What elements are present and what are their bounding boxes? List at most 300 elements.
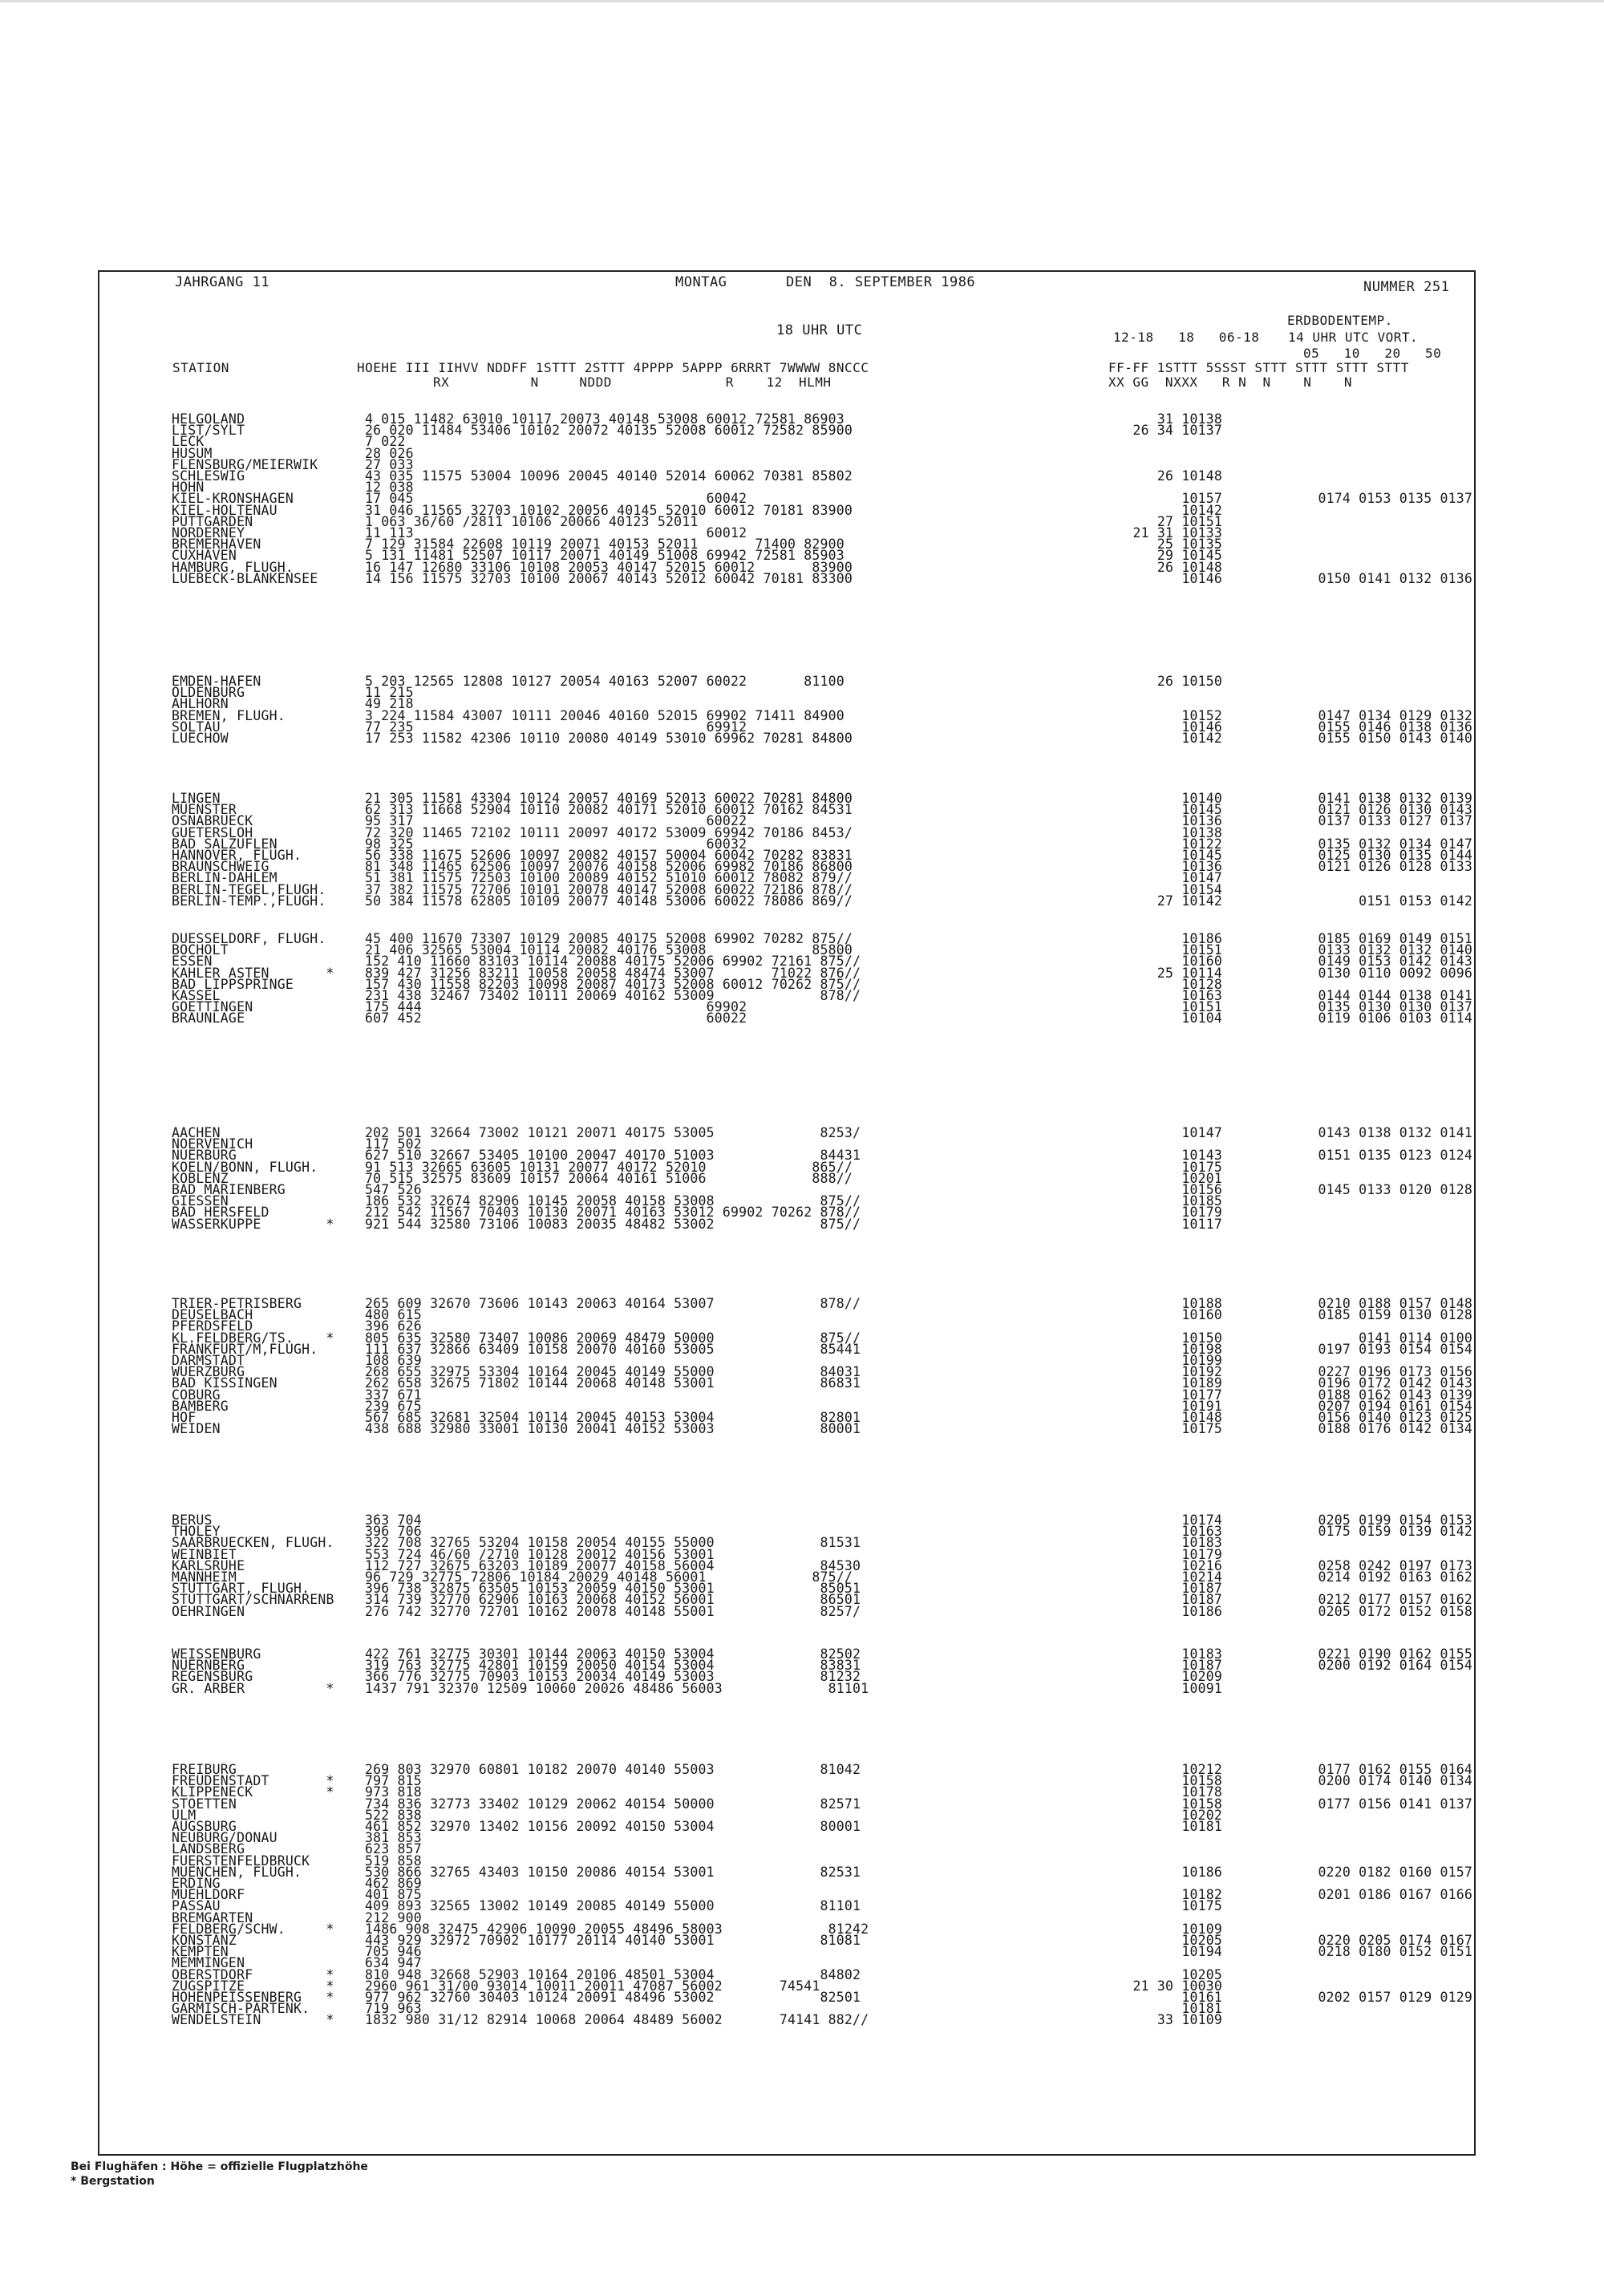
station-name: CUXHAVEN <box>172 548 237 564</box>
synop-codes: 422 761 32775 30301 10144 20063 40150 53004 82502 <box>365 1646 861 1662</box>
station-name: WEINBIET <box>172 1546 237 1562</box>
synop-codes: 1486 908 32475 42906 10090 20055 48496 58003 81242 <box>365 1921 869 1937</box>
synop-codes: 4 015 11482 63010 10117 20073 40148 53008 60012 72581 86903 <box>365 411 845 427</box>
surface-obs: 10151 <box>1181 942 1222 958</box>
period-labels: 12-18 18 06-18 <box>1113 330 1260 345</box>
station-name: MUEHLDORF <box>172 1887 245 1903</box>
station-name: BREMGARTEN <box>172 1909 253 1925</box>
synop-codes: 973 818 <box>365 1784 422 1800</box>
surface-obs: 10214 <box>1181 1569 1222 1585</box>
synop-codes: 14 156 11575 32703 10100 20067 40143 52012 60042 70181 83300 <box>365 570 853 586</box>
synop-codes: 91 513 32665 63605 10131 20077 40172 52010 865// <box>365 1159 853 1175</box>
station-name: FREUDENSTADT * <box>172 1773 334 1789</box>
surface-obs: 10150 <box>1181 1330 1222 1346</box>
station-name: BERUS <box>172 1512 213 1528</box>
station-name: OLDENBURG <box>172 685 245 701</box>
synop-codes: 28 026 <box>365 445 414 461</box>
station-name: KAHLER ASTEN * <box>172 965 334 981</box>
surface-obs: 10175 <box>1181 1421 1222 1437</box>
synop-codes: 175 444 69902 <box>365 999 747 1015</box>
surface-obs: 10154 <box>1181 881 1222 897</box>
synop-codes: 45 400 11670 73307 10129 20085 40175 52008 69902 70282 875// <box>365 931 853 946</box>
station-name: KEMPTEN <box>172 1944 229 1960</box>
station-name: WUERZBURG <box>172 1364 245 1380</box>
surface-obs: 26 34 10137 <box>1132 423 1222 439</box>
surface-obs: 10158 <box>1181 1773 1222 1789</box>
synop-codes: 81 348 11465 62506 10097 20076 40158 52006 69982 70186 86800 <box>365 859 853 875</box>
soil-temps: 0258 0242 0197 0173 <box>1318 1557 1472 1573</box>
station-name: GR. ARBER * <box>172 1680 334 1696</box>
synop-codes: 108 639 <box>365 1353 422 1368</box>
station-name: KOELN/BONN, FLUGH. <box>172 1159 318 1175</box>
station-name: DEUSELBACH <box>172 1307 253 1323</box>
soil-temps: 0155 0150 0143 0140 <box>1318 731 1472 746</box>
station-name: SAARBRUECKEN, FLUGH. <box>172 1535 334 1551</box>
station-name: MUENSTER <box>172 802 237 818</box>
surface-obs: 10199 <box>1181 1353 1222 1368</box>
synop-codes: 443 929 32972 70902 10177 20114 40140 53001 81081 <box>365 1933 861 1948</box>
station-name: WASSERKUPPE * <box>172 1216 334 1232</box>
synop-codes: 396 706 <box>365 1524 422 1540</box>
synop-codes: 553 724 46/60 /2710 10128 20012 40156 53001 <box>365 1546 715 1562</box>
surface-obs: 10216 <box>1181 1557 1222 1573</box>
synop-codes: 1437 791 32370 12509 10060 20026 48486 56003 81101 <box>365 1680 869 1696</box>
synop-codes: 231 438 32467 73402 10111 20069 40162 53009 878// <box>365 988 861 1003</box>
page-edge <box>0 0 1604 2</box>
soil-temp-title: ERDBODENTEMP. <box>1287 313 1393 328</box>
surface-obs: 10151 <box>1181 999 1222 1015</box>
surface-obs: 10148 <box>1181 1410 1222 1425</box>
station-name: TRIER-PETRISBERG <box>172 1296 302 1311</box>
surface-obs: 10147 <box>1181 870 1222 886</box>
station-name: KLIPPENECK * <box>172 1784 334 1800</box>
surface-obs: 10160 <box>1181 954 1222 970</box>
synop-codes: 95 317 60022 <box>365 813 747 829</box>
station-name: OSNABRUECK <box>172 813 253 829</box>
station-name: NEUBURG/DONAU <box>172 1830 277 1846</box>
station-name: DARMSTADT <box>172 1353 245 1368</box>
soil-temps: 0121 0126 0130 0143 <box>1318 802 1472 818</box>
station-name: COBURG <box>172 1387 221 1403</box>
station-name: NUERNBERG <box>172 1658 245 1674</box>
synop-codes: 7 129 31584 22608 10119 20071 40153 52011 71400 82900 <box>365 537 845 553</box>
station-name: ULM <box>172 1807 196 1823</box>
station-name: OBERSTDORF * <box>172 1966 334 1982</box>
code-column-header-2: RX N NDDD R 12 HLMH <box>433 375 832 390</box>
issue-year: JAHRGANG 11 <box>175 274 270 290</box>
surface-obs: 10163 <box>1181 1524 1222 1540</box>
synop-codes: 567 685 32681 32504 10114 20045 40153 53004 82801 <box>365 1410 861 1425</box>
station-name: SCHLESWIG <box>172 468 245 484</box>
station-name: WEIDEN <box>172 1421 221 1437</box>
soil-temps: 0151 0153 0142 <box>1359 893 1472 909</box>
synop-codes: 269 803 32970 60801 10182 20070 40140 55003 81042 <box>365 1762 861 1777</box>
station-name: HELGOLAND <box>172 411 245 427</box>
station-name: NUERBURG <box>172 1148 237 1164</box>
station-name: FUERSTENFELDBRUCK <box>172 1853 310 1869</box>
soil-temps: 0227 0196 0173 0156 <box>1318 1364 1472 1380</box>
surface-obs: 10187 <box>1181 1581 1222 1597</box>
synop-codes: 17 045 60042 <box>365 491 747 507</box>
surface-obs: 27 10151 <box>1156 513 1222 529</box>
station-name: AACHEN <box>172 1125 221 1140</box>
synop-codes: 239 675 <box>365 1398 422 1414</box>
surface-obs: 10186 <box>1181 1603 1222 1619</box>
station-name: BREMEN, FLUGH. <box>172 707 286 723</box>
station-name: EMDEN-HAFEN <box>172 674 261 689</box>
surface-obs: 21 30 10030 <box>1132 1978 1222 1994</box>
soil-temps: 0196 0172 0142 0143 <box>1318 1375 1472 1391</box>
soil-temps: 0143 0138 0132 0141 <box>1318 1125 1472 1140</box>
surface-obs: 10136 <box>1181 859 1222 875</box>
station-name: MUENCHEN, FLUGH. <box>172 1864 302 1880</box>
surface-obs: 10174 <box>1181 1512 1222 1528</box>
surface-obs: 10191 <box>1181 1398 1222 1414</box>
synop-codes: 72 320 11465 72102 10111 20097 40172 53009 69942 70186 8453/ <box>365 824 853 840</box>
station-name: LINGEN <box>172 791 221 806</box>
surface-obs: 10194 <box>1181 1944 1222 1960</box>
soil-depths: 05 10 20 50 <box>1303 346 1442 361</box>
surface-obs: 10138 <box>1181 824 1222 840</box>
synop-codes: 51 381 11575 72503 10100 20089 40152 51010 60012 78082 879// <box>365 870 853 886</box>
surface-obs: 31 10138 <box>1156 411 1222 427</box>
station-name: PASSAU <box>172 1898 221 1914</box>
surface-obs: 10122 <box>1181 836 1222 852</box>
weekday: MONTAG <box>675 274 727 290</box>
station-name: GIESSEN <box>172 1193 229 1209</box>
synop-codes: 26 020 11484 53406 10102 20072 40135 52008 60012 72582 85900 <box>365 423 853 439</box>
surface-obs: 33 10109 <box>1156 2012 1222 2028</box>
synop-codes: 1832 980 31/12 82914 10068 20064 48489 56002 74141 882// <box>365 2012 869 2028</box>
synop-codes: 56 338 11675 52606 10097 20082 40157 50004 60042 70282 83831 <box>365 848 853 863</box>
surface-obs: 10205 <box>1181 1966 1222 1982</box>
station-name: WENDELSTEIN * <box>172 2012 334 2028</box>
soil-temps: 0207 0194 0161 0154 <box>1318 1398 1472 1414</box>
soil-temps: 0201 0186 0167 0166 <box>1318 1887 1472 1903</box>
synop-codes: 396 738 32875 63505 10153 20059 40150 53001 85051 <box>365 1581 861 1597</box>
soil-temps: 0144 0144 0138 0141 <box>1318 988 1472 1003</box>
surface-obs: 10143 <box>1181 1148 1222 1164</box>
surface-obs: 10183 <box>1181 1646 1222 1662</box>
station-name: BAD HERSFELD <box>172 1205 269 1221</box>
surface-obs: 10183 <box>1181 1535 1222 1551</box>
synop-codes: 3 224 11584 43007 10111 20046 40160 52015 69902 71411 84900 <box>365 707 845 723</box>
synop-codes: 462 869 <box>365 1876 422 1891</box>
synop-codes: 7 022 <box>365 434 406 450</box>
synop-codes: 522 838 <box>365 1807 422 1823</box>
station-name: OEHRINGEN <box>172 1603 245 1619</box>
soil-temps: 0133 0132 0132 0140 <box>1318 942 1472 958</box>
soil-temps: 0202 0157 0129 0129 <box>1318 1990 1472 2005</box>
station-name: STOETTEN <box>172 1796 237 1812</box>
synop-codes: 734 836 32773 33402 10129 20062 40154 50000 82571 <box>365 1796 861 1812</box>
synop-codes: 810 948 32668 52903 10164 20106 48501 53004 84802 <box>365 1966 861 1982</box>
surface-obs: 10142 <box>1181 731 1222 746</box>
surface-obs: 10192 <box>1181 1364 1222 1380</box>
surface-obs: 10181 <box>1181 2001 1222 2017</box>
footnote-mountain-station: * Bergstation <box>71 2175 155 2188</box>
station-name: BAD MARIENBERG <box>172 1182 286 1197</box>
synop-codes: 16 147 12680 33106 10108 20053 40147 52015 60012 83900 <box>365 559 853 575</box>
station-name: GOETTINGEN <box>172 999 253 1015</box>
synop-codes: 627 510 32667 53405 10100 20047 40170 51003 84431 <box>365 1148 861 1164</box>
synop-codes: 366 776 32775 70903 10153 20034 40149 53003 81232 <box>365 1669 861 1685</box>
synop-codes: 438 688 32980 33001 10130 20041 40152 53003 80001 <box>365 1421 861 1437</box>
station-name: LUECHOW <box>172 731 229 746</box>
synop-codes: 96 729 32775 72806 10184 20029 40148 56001 875// <box>365 1569 853 1585</box>
surface-obs: 10146 <box>1181 719 1222 735</box>
station-name: BERLIN-TEGEL,FLUGH. <box>172 881 326 897</box>
synop-codes: 5 131 11481 52507 10117 20071 40149 51008 69942 72581 85903 <box>365 548 845 564</box>
surface-obs: 10145 <box>1181 848 1222 863</box>
soil-temps: 0141 0138 0132 0139 <box>1318 791 1472 806</box>
station-name: ESSEN <box>172 954 213 970</box>
synop-codes: 797 815 <box>365 1773 422 1789</box>
surface-obs: 10160 <box>1181 1307 1222 1323</box>
station-name: WEISSENBURG <box>172 1646 261 1662</box>
synop-codes: 2960 961 31/00 93014 10011 20011 47087 56002 74541 <box>365 1978 820 1994</box>
station-name: HOHN <box>172 480 205 496</box>
station-name: REGENSBURG <box>172 1669 253 1685</box>
station-name: MANNHEIM <box>172 1569 237 1585</box>
soil-temps: 0188 0162 0143 0139 <box>1318 1387 1472 1403</box>
synop-codes: 70 515 32575 83609 10157 20064 40161 51006 888// <box>365 1170 853 1186</box>
soil-temps: 0135 0130 0130 0137 <box>1318 999 1472 1015</box>
surface-obs: 10136 <box>1181 813 1222 829</box>
synop-codes: 17 253 11582 42306 10110 20080 40149 53010 69962 70281 84800 <box>365 731 853 746</box>
surface-obs: 10175 <box>1181 1159 1222 1175</box>
surface-obs: 10142 <box>1181 502 1222 518</box>
soil-temps: 0130 0110 0092 0096 <box>1318 965 1472 981</box>
surface-obs: 10146 <box>1181 570 1222 586</box>
station-name: AHLHORN <box>172 696 229 712</box>
synop-codes: 12 038 <box>365 480 414 496</box>
soil-temps: 0175 0159 0139 0142 <box>1318 1524 1472 1540</box>
synop-codes: 186 532 32674 82906 10145 20058 40158 53008 875// <box>365 1193 861 1209</box>
soil-temps: 0177 0162 0155 0164 <box>1318 1762 1472 1777</box>
soil-temps: 0141 0114 0100 <box>1318 1330 1472 1346</box>
synop-codes: 519 858 <box>365 1853 422 1869</box>
surface-obs: 10161 <box>1181 1990 1222 2005</box>
synop-codes: 276 742 32770 72701 10162 20078 40148 55001 8257/ <box>365 1603 861 1619</box>
soil-temps: 0151 0135 0123 0124 <box>1318 1148 1472 1164</box>
soil-temps: 0221 0190 0162 0155 <box>1318 1646 1472 1662</box>
synop-codes: 381 853 <box>365 1830 422 1846</box>
surface-obs: 10179 <box>1181 1205 1222 1221</box>
station-name: KONSTANZ <box>172 1933 237 1948</box>
station-name: DUESSELDORF, FLUGH. <box>172 931 326 946</box>
soil-temps: 0177 0156 0141 0137 <box>1318 1796 1472 1812</box>
synop-codes: 37 382 11575 72706 10101 20078 40147 52008 60022 72186 878// <box>365 881 853 897</box>
surface-obs: 10117 <box>1181 1216 1222 1232</box>
surface-obs: 10201 <box>1181 1170 1222 1186</box>
soil-temps: 0185 0159 0130 0128 <box>1318 1307 1472 1323</box>
soil-temps: 0125 0130 0135 0144 <box>1318 848 1472 863</box>
soil-temps: 0205 0172 0152 0158 <box>1318 1603 1472 1619</box>
synop-codes: 49 218 <box>365 696 414 712</box>
surface-obs: 10186 <box>1181 1864 1222 1880</box>
synop-codes: 547 526 <box>365 1182 422 1197</box>
surface-obs: 10186 <box>1181 931 1222 946</box>
soil-temps: 0147 0134 0129 0132 <box>1318 707 1472 723</box>
station-name: KASSEL <box>172 988 221 1003</box>
synop-codes: 314 739 32770 62906 10163 20068 40152 56001 86501 <box>365 1592 861 1608</box>
synop-codes: 43 035 11575 53004 10096 20045 40140 52014 60062 70381 85802 <box>365 468 853 484</box>
station-name: HAMBURG, FLUGH. <box>172 559 294 575</box>
station-name: BRAUNSCHWEIG <box>172 859 269 875</box>
surface-obs: 27 10142 <box>1156 893 1222 909</box>
surface-obs: 10175 <box>1181 1898 1222 1914</box>
station-name: NOERVENICH <box>172 1136 253 1152</box>
soil-temps: 0220 0182 0160 0157 <box>1318 1864 1472 1880</box>
soil-temps: 0156 0140 0123 0125 <box>1318 1410 1472 1425</box>
surface-obs: 10187 <box>1181 1592 1222 1608</box>
synop-codes: 363 704 <box>365 1512 422 1528</box>
synop-codes: 530 866 32765 43403 10150 20086 40154 53001 82531 <box>365 1864 861 1880</box>
issue-date: DEN 8. SEPTEMBER 1986 <box>786 274 976 290</box>
surface-obs: 10178 <box>1181 1784 1222 1800</box>
station-name: HOHENPEISSENBERG * <box>172 1990 334 2005</box>
station-name: ERDING <box>172 1876 221 1891</box>
surface-obs: 25 10135 <box>1156 537 1222 553</box>
station-name: LUEBECK-BLANKENSEE <box>172 570 318 586</box>
surface-obs: 10157 <box>1181 491 1222 507</box>
surface-obs: 26 10148 <box>1156 468 1222 484</box>
station-name: BERLIN-TEMP.,FLUGH. <box>172 893 326 909</box>
station-name: GUETERSLOH <box>172 824 253 840</box>
observation-time: 18 UHR UTC <box>776 322 863 338</box>
soil-temps: 0205 0199 0154 0153 <box>1318 1512 1472 1528</box>
surface-obs: 10104 <box>1181 1010 1222 1027</box>
synop-codes: 607 452 60022 <box>365 1010 747 1027</box>
station-name: BAD SALZUFLEN <box>172 836 277 852</box>
synop-codes: 11 113 60012 <box>365 525 747 541</box>
surface-obs: 29 10145 <box>1156 548 1222 564</box>
station-name: STUTTGART/SCHNARRENB <box>172 1592 334 1608</box>
station-name: LIST/SYLT <box>172 423 245 439</box>
synop-codes: 11 215 <box>365 685 414 701</box>
soil-temps: 0137 0133 0127 0137 <box>1318 813 1472 829</box>
code-column-header-1: HOEHE III IIHVV NDDFF 1STTT 2STTT 4PPPP 5APPP 6RRRT 7WWWW 8NCCC <box>357 360 869 375</box>
soil-temps: 0150 0141 0132 0136 <box>1318 570 1472 586</box>
soil-temp-time: 14 UHR UTC VORT. <box>1288 330 1419 345</box>
surface-obs: 10185 <box>1181 1193 1222 1209</box>
station-name: HOF <box>172 1410 196 1425</box>
station-name: PFERDSFELD <box>172 1318 253 1334</box>
synop-codes: 461 852 32970 13402 10156 20092 40150 53004 80001 <box>365 1819 861 1834</box>
surface-obs: 10202 <box>1181 1807 1222 1823</box>
synop-codes: 623 857 <box>365 1841 422 1857</box>
station-name: FREIBURG <box>172 1762 237 1777</box>
station-name: KIEL-HOLTENAU <box>172 502 277 518</box>
station-name: BAMBERG <box>172 1398 229 1414</box>
station-name: BREMERHAVEN <box>172 537 261 553</box>
surface-obs: 10212 <box>1181 1762 1222 1777</box>
surface-obs: 10182 <box>1181 1887 1222 1903</box>
station-name: BERLIN-DAHLEM <box>172 870 277 886</box>
station-name: THOLEY <box>172 1524 221 1540</box>
station-name: PUTTGARDEN <box>172 513 253 529</box>
synop-codes: 480 615 <box>365 1307 422 1323</box>
synop-codes: 212 542 11567 70403 10130 20071 40163 53012 69902 70262 878// <box>365 1205 861 1221</box>
surface-obs: 10188 <box>1181 1296 1222 1311</box>
issue-number: NUMMER 251 <box>1363 279 1450 295</box>
station-name: KL.FELDBERG/TS. * <box>172 1330 334 1346</box>
surface-obs: 10181 <box>1181 1819 1222 1834</box>
station-name: STUTTGART, FLUGH. <box>172 1581 310 1597</box>
synop-codes: 805 635 32580 73407 10086 20069 48479 50000 875// <box>365 1330 861 1346</box>
synop-codes: 21 305 11581 43304 10124 20057 40169 52013 60022 70281 84800 <box>365 791 853 806</box>
synop-codes: 27 033 <box>365 456 414 472</box>
surface-obs: 10205 <box>1181 1933 1222 1948</box>
synop-codes: 977 962 32760 30403 10124 20091 48496 53002 82501 <box>365 1990 861 2005</box>
surface-obs: 21 31 10133 <box>1132 525 1222 541</box>
surface-obs: 10140 <box>1181 791 1222 806</box>
synop-codes: 111 637 32866 63409 10158 20070 40160 53005 85441 <box>365 1341 861 1357</box>
soil-temps: 0200 0192 0164 0154 <box>1318 1658 1472 1674</box>
synop-codes: 152 410 11660 83103 10114 20088 40175 52006 69902 72161 875// <box>365 954 861 970</box>
station-column-header: STATION <box>172 360 229 375</box>
station-name: LANDSBERG <box>172 1841 245 1857</box>
synop-codes: 265 609 32670 73606 10143 20063 40164 53007 878// <box>365 1296 861 1311</box>
station-name: BRAUNLAGE <box>172 1010 245 1027</box>
soil-temps: 0218 0180 0152 0151 <box>1318 1944 1472 1960</box>
surface-obs: 10128 <box>1181 976 1222 992</box>
surface-obs: 10189 <box>1181 1375 1222 1391</box>
soil-temps: 0188 0176 0142 0134 <box>1318 1421 1472 1437</box>
station-name: HUSUM <box>172 445 213 461</box>
station-name: FRANKFURT/M,FLUGH. <box>172 1341 318 1357</box>
synop-codes: 396 626 <box>365 1318 422 1334</box>
synop-codes: 62 313 11668 52904 10110 20082 40171 52010 60012 70162 84531 <box>365 802 853 818</box>
station-name: BOCHOLT <box>172 942 229 958</box>
station-name: NORDERNEY <box>172 525 245 541</box>
synop-codes: 98 325 60032 <box>365 836 747 852</box>
soil-temps: 0212 0177 0157 0162 <box>1318 1592 1472 1608</box>
soil-temps: 0119 0106 0103 0114 <box>1318 1010 1472 1027</box>
synop-codes: 839 427 31256 83211 10058 20058 48474 53007 71022 876// <box>365 965 861 981</box>
soil-temps: 0210 0188 0157 0148 <box>1318 1296 1472 1311</box>
surface-obs: 10179 <box>1181 1546 1222 1562</box>
synop-codes: 31 046 11565 32703 10102 20056 40145 52010 60012 70181 83900 <box>365 502 853 518</box>
right-column-header-1: FF-FF 1STTT 5SSST STTT STTT STTT STTT <box>1108 360 1409 375</box>
surface-obs: 10177 <box>1181 1387 1222 1403</box>
station-name: GARMISCH-PARTENK. <box>172 2001 310 2017</box>
station-name: FELDBERG/SCHW. * <box>172 1921 334 1937</box>
station-name: FLENSBURG/MEIERWIK <box>172 456 318 472</box>
surface-obs: 26 10148 <box>1156 559 1222 575</box>
surface-obs: 26 10150 <box>1156 674 1222 689</box>
surface-obs: 25 10114 <box>1156 965 1222 981</box>
synop-codes: 262 658 32675 71802 10144 20068 40148 53001 86831 <box>365 1375 861 1391</box>
station-name: AUGSBURG <box>172 1819 237 1834</box>
station-name: ZUGSPITZE * <box>172 1978 334 1994</box>
surface-obs: 10156 <box>1181 1182 1222 1197</box>
synop-codes: 212 900 <box>365 1909 422 1925</box>
station-name: BAD KISSINGEN <box>172 1375 277 1391</box>
surface-obs: 10187 <box>1181 1658 1222 1674</box>
surface-obs: 10147 <box>1181 1125 1222 1140</box>
soil-temps: 0200 0174 0140 0134 <box>1318 1773 1472 1789</box>
soil-temps: 0174 0153 0135 0137 <box>1318 491 1472 507</box>
synop-codes: 921 544 32580 73106 10083 20035 48482 53002 875// <box>365 1216 861 1232</box>
synop-codes: 705 946 <box>365 1944 422 1960</box>
soil-temps: 0135 0132 0134 0147 <box>1318 836 1472 852</box>
station-name: KIEL-KRONSHAGEN <box>172 491 294 507</box>
surface-obs: 10109 <box>1181 1921 1222 1937</box>
station-name: BAD LIPPSPRINGE <box>172 976 294 992</box>
surface-obs: 10091 <box>1181 1680 1222 1696</box>
